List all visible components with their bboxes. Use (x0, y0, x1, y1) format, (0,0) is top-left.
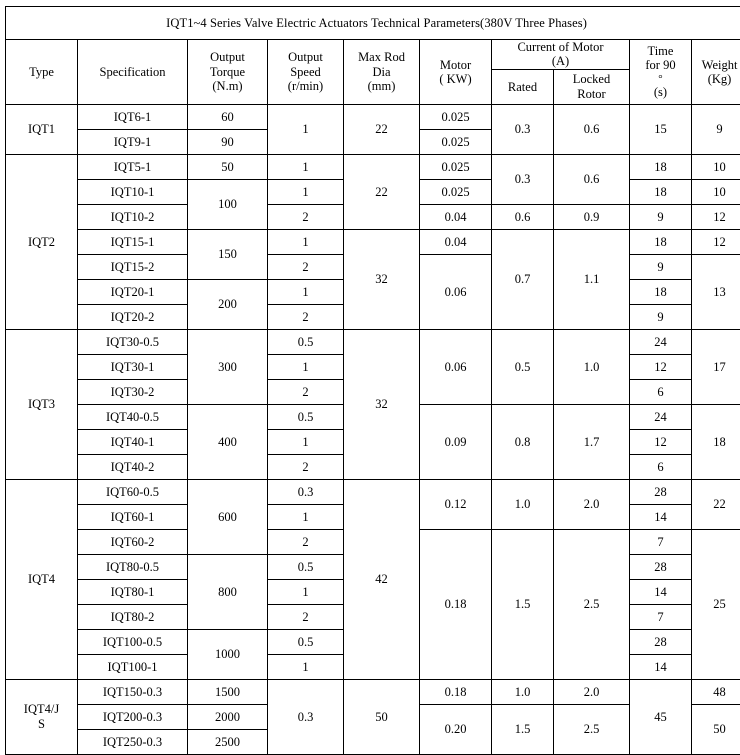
speed-value: 0.5 (268, 329, 344, 354)
dia-value: 22 (344, 154, 420, 229)
type-iqt1: IQT1 (6, 104, 78, 154)
spec-value: IQT80-2 (78, 604, 188, 629)
locked-value: 2.0 (554, 479, 630, 529)
table-row (6, 229, 740, 254)
weight-value: 12 (692, 229, 740, 254)
spec-value: IQT40-2 (78, 454, 188, 479)
time-value: 6 (630, 454, 692, 479)
rated-value: 0.5 (492, 329, 554, 404)
time-value: 14 (630, 504, 692, 529)
spec-value: IQT30-0.5 (78, 329, 188, 354)
speed-value: 1 (268, 354, 344, 379)
torque-value: 2000 (188, 704, 268, 729)
locked-value: 1.1 (554, 229, 630, 329)
spec-value: IQT80-1 (78, 579, 188, 604)
spec-value: IQT150-0.3 (78, 679, 188, 704)
weight-line2: (Kg) (692, 72, 740, 86)
time-value: 18 (630, 279, 692, 304)
speed-value: 1 (268, 654, 344, 679)
locked-value: 0.6 (554, 154, 630, 204)
time-value: 7 (630, 529, 692, 554)
dia-value: 50 (344, 679, 420, 754)
spec-value: IQT250-0.3 (78, 729, 188, 754)
torque-value: 300 (188, 329, 268, 404)
type-iqt4: IQT4 (6, 479, 78, 679)
torque-value: 100 (188, 179, 268, 229)
rated-value: 1.0 (492, 679, 554, 704)
torque-value: 600 (188, 479, 268, 554)
motor-value: 0.20 (420, 704, 492, 754)
motor-line2: ( KW) (420, 72, 491, 86)
time-value: 12 (630, 429, 692, 454)
speed-value: 2 (268, 604, 344, 629)
torque-value: 60 (188, 104, 268, 129)
time-value: 28 (630, 629, 692, 654)
type-iqt2: IQT2 (6, 154, 78, 329)
motor-value: 0.025 (420, 154, 492, 179)
type-iqt4-js (6, 679, 78, 754)
spec-value: IQT20-2 (78, 304, 188, 329)
locked-value: 1.0 (554, 329, 630, 404)
speed-value: 1 (268, 429, 344, 454)
rated-value: 1.5 (492, 529, 554, 679)
torque-value: 400 (188, 404, 268, 479)
torque-value: 200 (188, 279, 268, 329)
speed-value: 0.3 (268, 479, 344, 504)
output-speed-line2: Speed (268, 65, 343, 79)
time-value: 28 (630, 554, 692, 579)
locked-rotor-line1: Locked (554, 72, 629, 86)
motor-value: 0.18 (420, 529, 492, 679)
rated-value: 1.5 (492, 704, 554, 754)
time-degree-symbol: ° (630, 73, 691, 86)
table-row (6, 329, 740, 354)
motor-value: 0.09 (420, 404, 492, 479)
spec-value: IQT40-0.5 (78, 404, 188, 429)
output-speed-line3: (r/min) (268, 79, 343, 93)
col-header-rated: Rated (492, 69, 554, 104)
spec-value: IQT20-1 (78, 279, 188, 304)
col-header-specification: Specification (78, 40, 188, 105)
time-value: 45 (630, 679, 692, 754)
spec-value: IQT30-1 (78, 354, 188, 379)
spec-value: IQT100-0.5 (78, 629, 188, 654)
weight-value: 10 (692, 179, 740, 204)
header-row-main (6, 40, 740, 70)
max-rod-dia-line3: (mm) (344, 79, 419, 93)
speed-value: 0.5 (268, 554, 344, 579)
col-header-motor (420, 40, 492, 105)
spec-value: IQT100-1 (78, 654, 188, 679)
speed-value: 0.5 (268, 629, 344, 654)
spec-value: IQT80-0.5 (78, 554, 188, 579)
table-row (6, 154, 740, 179)
spec-value: IQT40-1 (78, 429, 188, 454)
current-group-line2: (A) (492, 54, 629, 68)
max-rod-dia-line2: Dia (344, 65, 419, 79)
weight-value: 9 (692, 104, 740, 154)
weight-value: 25 (692, 529, 740, 679)
col-header-current-group (492, 40, 630, 70)
dia-value: 32 (344, 229, 420, 329)
technical-parameters-table (5, 6, 740, 755)
spec-value: IQT60-2 (78, 529, 188, 554)
time-value: 15 (630, 104, 692, 154)
speed-value: 1 (268, 229, 344, 254)
locked-value: 0.9 (554, 204, 630, 229)
dia-value: 42 (344, 479, 420, 679)
locked-value: 1.7 (554, 404, 630, 479)
col-header-output-torque (188, 40, 268, 105)
locked-value: 0.6 (554, 104, 630, 154)
locked-rotor-line2: Rotor (554, 87, 629, 101)
table-row (6, 104, 740, 129)
spec-value: IQT200-0.3 (78, 704, 188, 729)
time-line4: (s) (630, 85, 691, 99)
type-iqt4-js-line2: S (6, 717, 77, 731)
rated-value: 0.3 (492, 104, 554, 154)
torque-value: 50 (188, 154, 268, 179)
table-row (6, 479, 740, 504)
speed-value: 1 (268, 179, 344, 204)
locked-value: 2.5 (554, 704, 630, 754)
torque-value: 2500 (188, 729, 268, 754)
weight-line1: Weight (692, 58, 740, 72)
torque-value: 90 (188, 129, 268, 154)
weight-value: 48 (692, 679, 740, 704)
time-value: 24 (630, 404, 692, 429)
speed-value: 2 (268, 304, 344, 329)
time-value: 7 (630, 604, 692, 629)
motor-value: 0.025 (420, 104, 492, 129)
weight-value: 18 (692, 404, 740, 479)
col-header-weight (692, 40, 740, 105)
torque-value: 1000 (188, 629, 268, 679)
torque-value: 1500 (188, 679, 268, 704)
type-iqt3: IQT3 (6, 329, 78, 479)
spec-value: IQT60-0.5 (78, 479, 188, 504)
motor-value: 0.025 (420, 179, 492, 204)
type-iqt4-js-line1: IQT4/J (6, 702, 77, 716)
speed-value: 0.5 (268, 404, 344, 429)
motor-value: 0.18 (420, 679, 492, 704)
weight-value: 50 (692, 704, 740, 754)
output-torque-line3: (N.m) (188, 79, 267, 93)
max-rod-dia-line1: Max Rod (344, 50, 419, 64)
spec-value: IQT10-1 (78, 179, 188, 204)
table-row (6, 679, 740, 704)
speed-value: 2 (268, 379, 344, 404)
time-value: 14 (630, 654, 692, 679)
time-value: 28 (630, 479, 692, 504)
time-value: 9 (630, 204, 692, 229)
motor-value: 0.04 (420, 204, 492, 229)
speed-value: 2 (268, 204, 344, 229)
speed-value: 0.3 (268, 679, 344, 754)
time-line1: Time (630, 44, 691, 58)
spec-value: IQT9-1 (78, 129, 188, 154)
dia-value: 32 (344, 329, 420, 479)
motor-value: 0.06 (420, 254, 492, 329)
speed-value: 2 (268, 254, 344, 279)
current-group-line1: Current of Motor (492, 40, 629, 54)
time-value: 18 (630, 179, 692, 204)
time-line2: for 90 (630, 58, 691, 72)
motor-value: 0.025 (420, 129, 492, 154)
speed-value: 1 (268, 154, 344, 179)
speed-value: 1 (268, 579, 344, 604)
output-torque-line1: Output (188, 50, 267, 64)
col-header-time-for-90 (630, 40, 692, 105)
speed-value: 2 (268, 529, 344, 554)
weight-value: 17 (692, 329, 740, 404)
torque-value: 800 (188, 554, 268, 629)
time-value: 12 (630, 354, 692, 379)
time-value: 14 (630, 579, 692, 604)
weight-value: 22 (692, 479, 740, 529)
rated-value: 0.7 (492, 229, 554, 329)
time-value: 18 (630, 229, 692, 254)
torque-value: 150 (188, 229, 268, 279)
output-speed-line1: Output (268, 50, 343, 64)
speed-value: 1 (268, 104, 344, 154)
rated-value: 0.8 (492, 404, 554, 479)
spec-value: IQT10-2 (78, 204, 188, 229)
col-header-type: Type (6, 40, 78, 105)
time-value: 24 (630, 329, 692, 354)
motor-value: 0.06 (420, 329, 492, 404)
motor-value: 0.12 (420, 479, 492, 529)
weight-value: 13 (692, 254, 740, 329)
speed-value: 1 (268, 504, 344, 529)
rated-value: 0.6 (492, 204, 554, 229)
time-value: 18 (630, 154, 692, 179)
spec-value: IQT5-1 (78, 154, 188, 179)
time-value: 9 (630, 304, 692, 329)
col-header-max-rod-dia (344, 40, 420, 105)
motor-value: 0.04 (420, 229, 492, 254)
time-value: 6 (630, 379, 692, 404)
col-header-output-speed (268, 40, 344, 105)
rated-value: 1.0 (492, 479, 554, 529)
rated-value: 0.3 (492, 154, 554, 204)
spec-value: IQT6-1 (78, 104, 188, 129)
locked-value: 2.0 (554, 679, 630, 704)
motor-line1: Motor (420, 58, 491, 72)
spec-value: IQT60-1 (78, 504, 188, 529)
locked-value: 2.5 (554, 529, 630, 679)
weight-value: 10 (692, 154, 740, 179)
speed-value: 1 (268, 279, 344, 304)
spec-value: IQT15-2 (78, 254, 188, 279)
spec-value: IQT30-2 (78, 379, 188, 404)
output-torque-line2: Torque (188, 65, 267, 79)
time-value: 9 (630, 254, 692, 279)
weight-value: 12 (692, 204, 740, 229)
page-title: IQT1~4 Series Valve Electric Actuators Technical Parameters(380V Three Phases) (6, 7, 740, 40)
dia-value: 22 (344, 104, 420, 154)
speed-value: 2 (268, 454, 344, 479)
col-header-locked-rotor (554, 69, 630, 104)
title-row (6, 7, 740, 40)
spec-value: IQT15-1 (78, 229, 188, 254)
